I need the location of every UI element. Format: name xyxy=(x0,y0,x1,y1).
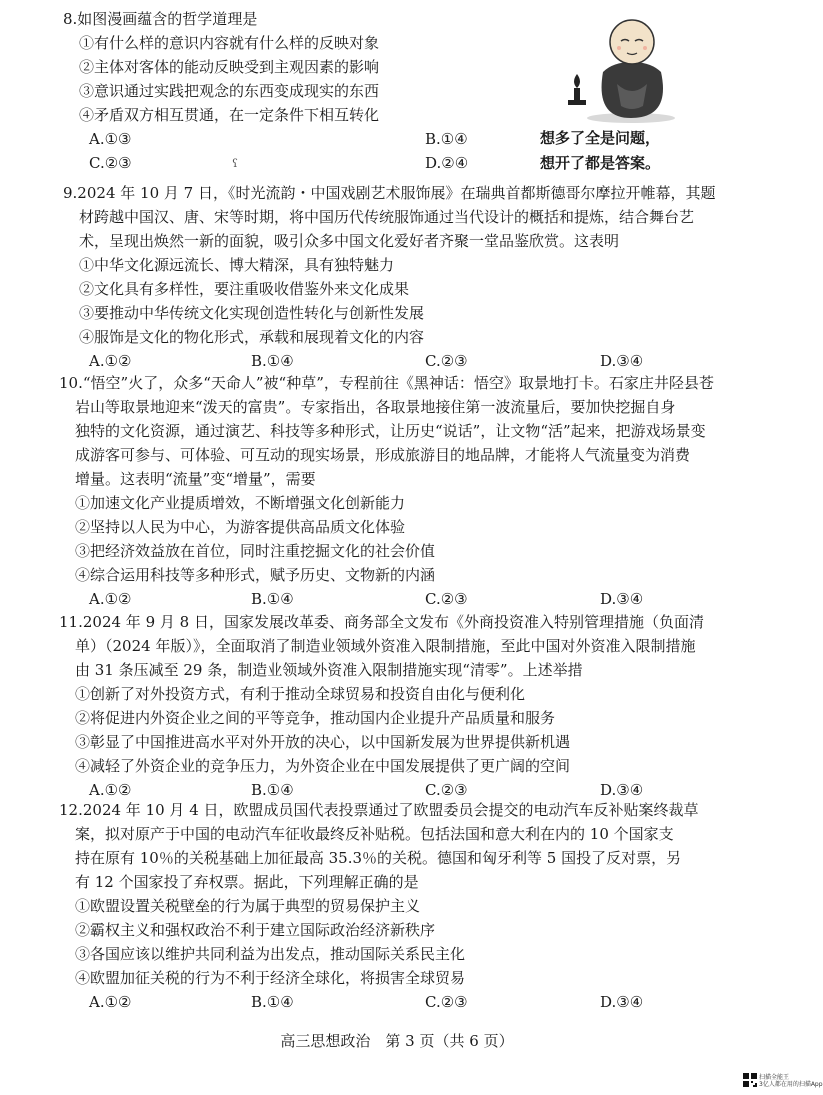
question-11-stem-line: 单）（2024 年版）》，全面取消了制造业领域外资准入限制措施，至此中国对外资准入限制措施 xyxy=(75,637,696,655)
choice-c: C.②③ xyxy=(425,352,468,370)
choice-b: B.①④ xyxy=(251,590,294,608)
question-12 xyxy=(59,798,783,1014)
question-11-stem-line: 11.2024 年 9 月 8 日，国家发展改革委、商务部全文发布《外商投资准入特别管理措施（负面清 xyxy=(59,613,704,631)
question-12-stem-line: 持在原有 10％的关税基础上加征最高 35.3％的关税。德国和匈牙利等 5 国投了反对票，另 xyxy=(75,849,682,867)
question-10-stem-line: 增量。这表明“流量”变“增量”，需要 xyxy=(75,470,316,488)
question-9-option-2: ②文化具有多样性，要注重吸收借鉴外来文化成果 xyxy=(79,280,410,298)
question-9 xyxy=(63,181,783,373)
question-12-option-3: ③各国应该以维护共同利益为出发点，推动国际关系民主化 xyxy=(75,945,466,963)
question-8-stem: 8.如图漫画蕴含的哲学道理是 xyxy=(63,10,258,28)
question-11-option-2: ②将促进内外资企业之间的平等竞争，推动国内企业提升产品质量和服务 xyxy=(75,709,556,727)
question-10-stem-line: 成游客可参与、可体验、可互动的现实场景，形成旅游目的地品牌，才能将人气流量变为消费 xyxy=(75,446,691,464)
choice-b: B.①④ xyxy=(425,130,468,148)
question-12-stem-line: 有 12 个国家投了弃权票。据此，下列理解正确的是 xyxy=(75,873,419,891)
scanner-watermark-subtitle: 3亿人都在用的扫描App xyxy=(759,1081,823,1088)
question-9-stem-line: 9.2024 年 10 月 7 日，《时光流韵・中国戏剧艺术服饰展》在瑞典首都斯德哥尔摩拉开帷幕，其题 xyxy=(63,184,716,202)
choice-c: C.②③ xyxy=(425,590,468,608)
question-10-choices xyxy=(59,587,783,611)
question-12-option-4: ④欧盟加征关税的行为不利于经济全球化，将损害全球贸易 xyxy=(75,969,466,987)
choice-d: D.②④ xyxy=(425,154,469,172)
choice-b: B.①④ xyxy=(251,781,294,799)
question-9-choices xyxy=(63,349,783,373)
question-8-choices xyxy=(63,127,533,151)
question-10-option-4: ④综合运用科技等多种形式，赋予历史、文物新的内涵 xyxy=(75,566,436,584)
choice-a: A.①② xyxy=(89,352,132,370)
question-11-option-3: ③彰显了中国推进高水平对外开放的决心，以中国新发展为世界提供新机遇 xyxy=(75,733,571,751)
choice-a: A.①② xyxy=(89,590,132,608)
question-9-stem-line: 术，呈现出焕然一新的面貌，吸引众多中国文化爱好者齐聚一堂品鉴欣赏。这表明 xyxy=(79,232,620,250)
stray-mark: ʕ xyxy=(232,157,238,170)
monk-cartoon-illustration xyxy=(555,14,685,124)
question-8 xyxy=(63,7,533,175)
question-10-option-1: ①加速文化产业提质增效，不断增强文化创新能力 xyxy=(75,494,406,512)
choice-b: B.①④ xyxy=(251,993,294,1011)
question-12-option-2: ②霸权主义和强权政治不利于建立国际政治经济新秩序 xyxy=(75,921,436,939)
question-8-choices-row2 xyxy=(63,151,533,175)
question-11 xyxy=(59,610,783,802)
question-12-stem-line: 12.2024 年 10 月 4 日，欧盟成员国代表投票通过了欧盟委员会提交的电动汽车反补贴案终裁草 xyxy=(59,801,699,819)
cartoon-caption-line-2: 想开了都是答案。 xyxy=(540,154,661,172)
choice-d: D.③④ xyxy=(600,993,644,1011)
choice-a: A.①② xyxy=(89,781,132,799)
question-10-option-2: ②坚持以人民为中心，为游客提供高品质文化体验 xyxy=(75,518,406,536)
question-8-option-2: ②主体对客体的能动反映受到主观因素的影响 xyxy=(79,58,380,76)
question-11-option-1: ①创新了对外投资方式，有利于推动全球贸易和投资自由化与便利化 xyxy=(75,685,526,703)
question-10 xyxy=(59,371,783,611)
question-9-stem-line: 材跨越中国汉、唐、宋等时期，将中国历代传统服饰通过当代设计的概括和提炼，结合舞台艺 xyxy=(79,208,695,226)
question-12-stem-line: 案，拟对原产于中国的电动汽车征收最终反补贴税。包括法国和意大利在内的 10 个国家支 xyxy=(75,825,674,843)
question-9-option-3: ③要推动中华传统文化实现创造性转化与创新性发展 xyxy=(79,304,425,322)
question-8-option-3: ③意识通过实践把观念的东西变成现实的东西 xyxy=(79,82,380,100)
qr-code-icon xyxy=(743,1073,757,1087)
choice-c: C.②③ xyxy=(89,154,132,172)
choice-d: D.③④ xyxy=(600,590,644,608)
choice-c: C.②③ xyxy=(425,781,468,799)
question-11-option-4: ④减轻了外资企业的竞争压力，为外资企业在中国发展提供了更广阔的空间 xyxy=(75,757,571,775)
choice-b: B.①④ xyxy=(251,352,294,370)
choice-d: D.③④ xyxy=(600,781,644,799)
choice-c: C.②③ xyxy=(425,993,468,1011)
question-10-stem-line: 10.“悟空”火了，众多“天命人”被“种草”，专程前往《黑神话：悟空》取景地打卡。石家庄井陉县苍 xyxy=(59,374,714,392)
question-9-option-4: ④服饰是文化的物化形式，承载和展现着文化的内容 xyxy=(79,328,425,346)
question-12-choices xyxy=(59,990,783,1014)
cartoon-caption-line-1: 想多了全是问题， xyxy=(540,129,661,147)
scanner-watermark xyxy=(759,1074,823,1088)
choice-a: A.①② xyxy=(89,993,132,1011)
question-11-stem-line: 由 31 条压减至 29 条，制造业领域外资准入限制措施实现“清零”。上述举措 xyxy=(75,661,583,679)
question-8-option-4: ④矛盾双方相互贯通，在一定条件下相互转化 xyxy=(79,106,380,124)
choice-a: A.①③ xyxy=(89,130,132,148)
question-10-option-3: ③把经济效益放在首位，同时注重挖掘文化的社会价值 xyxy=(75,542,436,560)
scanner-watermark-title: 扫描全能王 xyxy=(759,1074,790,1081)
question-10-stem-line: 独特的文化资源，通过演艺、科技等多种形式，让历史“说话”，让文物“活”起来，把游戏场景变 xyxy=(75,422,706,440)
question-10-stem-line: 岩山等取景地迎来“泼天的富贵”。专家指出，各取景地接住第一波流量后，要加快挖掘自身 xyxy=(75,398,676,416)
question-9-option-1: ①中华文化源远流长、博大精深，具有独特魅力 xyxy=(79,256,395,274)
question-12-option-1: ①欧盟设置关税壁垒的行为属于典型的贸易保护主义 xyxy=(75,897,421,915)
choice-d: D.③④ xyxy=(600,352,644,370)
page-footer: 高三思想政治 第 3 页（共 6 页） xyxy=(280,1032,514,1050)
question-8-option-1: ①有什么样的意识内容就有什么样的反映对象 xyxy=(79,34,380,52)
